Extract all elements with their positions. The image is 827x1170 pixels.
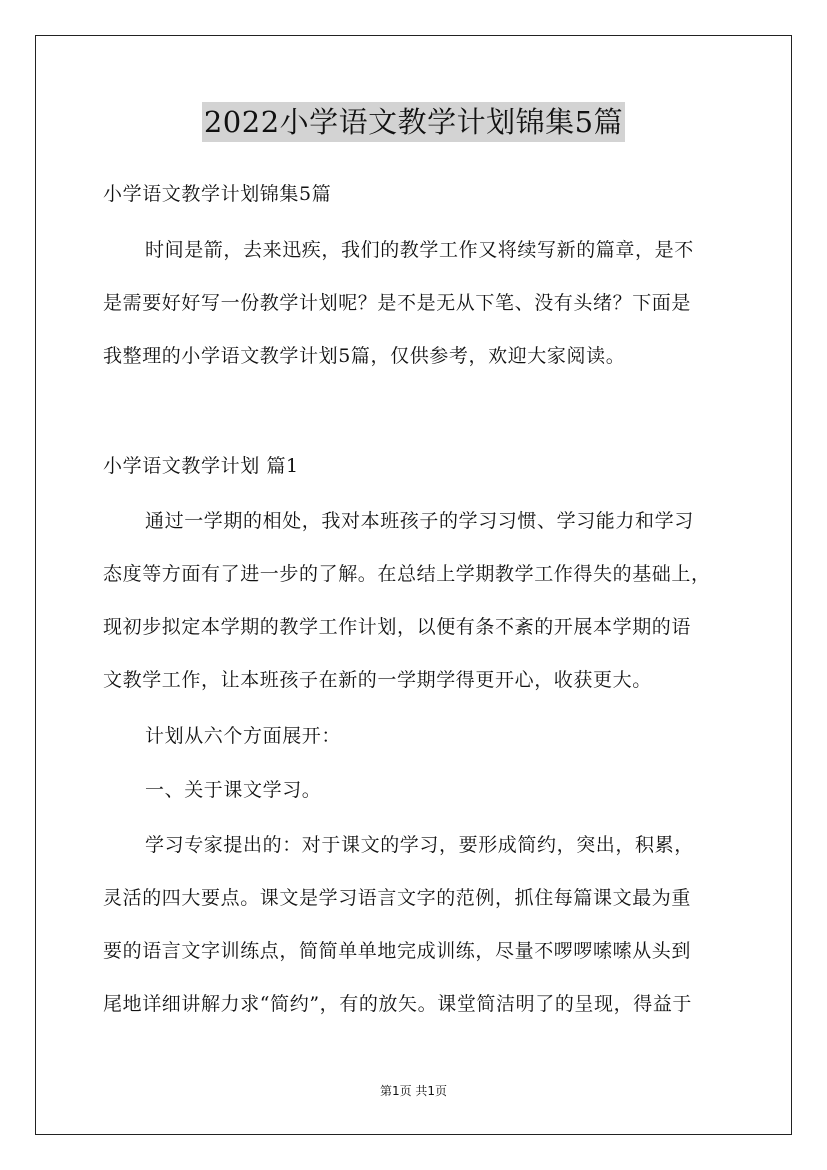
para1-line-2: 态度等方面有了进一步的了解。在总结上学期教学工作得失的基础上，: [103, 563, 711, 585]
para1-line-3: 现初步拟定本学期的教学工作计划，以便有条不紊的开展本学期的语: [103, 616, 692, 638]
para4-line-1: 学习专家提出的：对于课文的学习，要形成简约，突出，积累，: [145, 834, 694, 856]
para1-line-1: 通过一学期的相处，我对本班孩子的学习习惯、学习能力和学习: [145, 510, 694, 532]
document-subtitle: 小学语文教学计划锦集5篇: [103, 183, 332, 205]
para2-line: 计划从六个方面展开：: [145, 725, 342, 747]
para4-line-2: 灵活的四大要点。课文是学习语言文字的范例，抓住每篇课文最为重: [103, 887, 692, 909]
section-heading: 小学语文教学计划 篇1: [103, 455, 299, 477]
para4-line-4: 尾地详细讲解力求“简约”，有的放矢。课堂简洁明了的呈现，得益于: [103, 993, 693, 1015]
page-footer: 第1页 共1页: [379, 1084, 448, 1098]
para4-line-3: 要的语言文字训练点，简简单单地完成训练，尽量不啰啰嗦嗦从头到: [103, 940, 692, 962]
intro-line-3: 我整理的小学语文教学计划5篇，仅供参考，欢迎大家阅读。: [103, 345, 626, 367]
para3-line: 一、关于课文学习。: [145, 779, 322, 801]
intro-line-2: 是需要好好写一份教学计划呢？是不是无从下笔、没有头绪？下面是: [103, 292, 692, 314]
intro-line-1: 时间是箭，去来迅疾，我们的教学工作又将续写新的篇章，是不: [145, 239, 694, 261]
document-title: 2022小学语文教学计划锦集5篇: [202, 102, 625, 142]
title-container: [0, 102, 827, 142]
para1-line-4: 文教学工作，让本班孩子在新的一学期学得更开心，收获更大。: [103, 669, 652, 691]
